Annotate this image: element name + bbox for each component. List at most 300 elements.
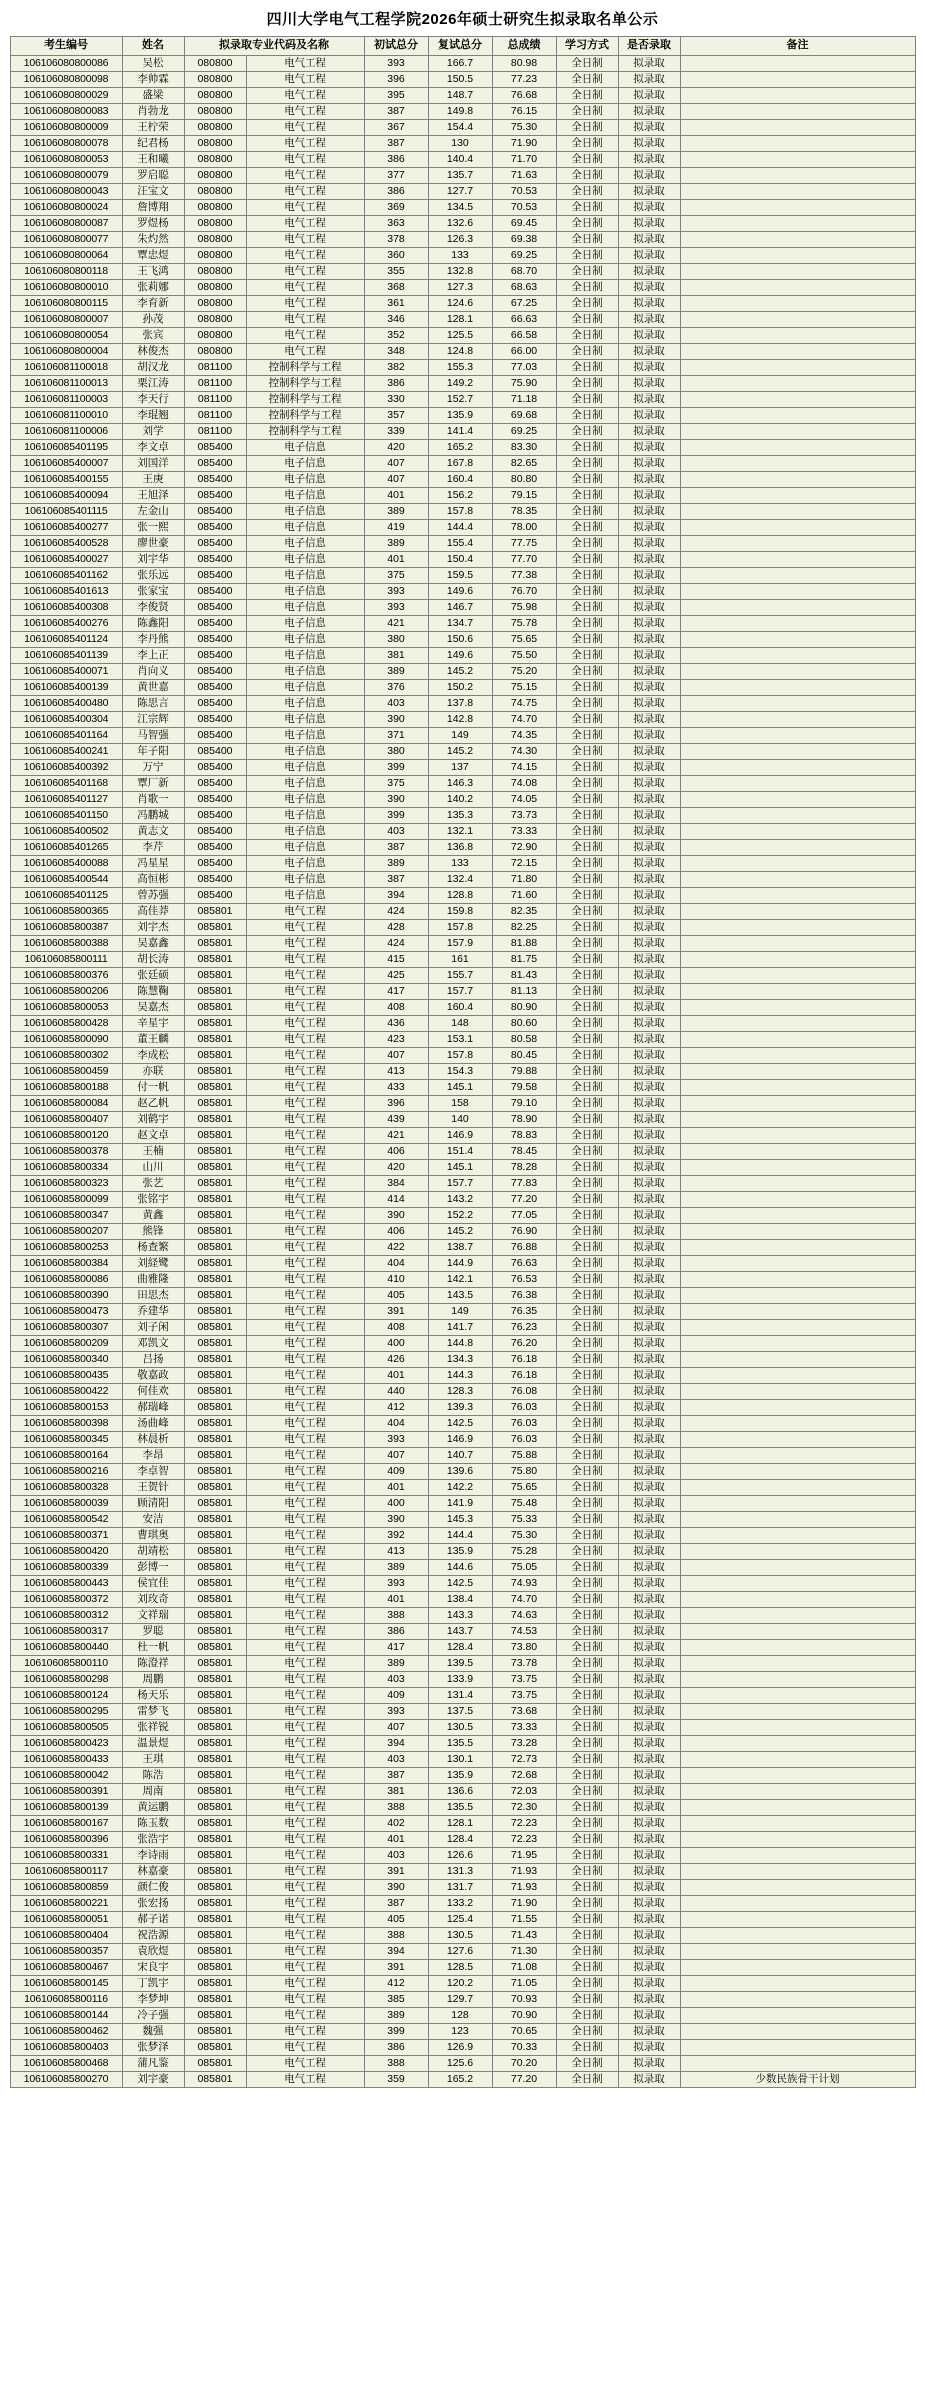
- cell-major-name: 电气工程: [246, 1544, 364, 1560]
- cell-study-mode: 全日制: [556, 200, 618, 216]
- cell-study-mode: 全日制: [556, 328, 618, 344]
- cell-study-mode: 全日制: [556, 1960, 618, 1976]
- cell-applicant-name: 马智强: [122, 728, 184, 744]
- table-row: [10, 776, 915, 792]
- cell-applicant-name: 张廷硕: [122, 968, 184, 984]
- cell-remark: [680, 712, 915, 728]
- cell-initial-score: 387: [364, 104, 428, 120]
- cell-admission-status: 拟录取: [618, 1672, 680, 1688]
- cell-study-mode: 全日制: [556, 2056, 618, 2072]
- cell-remark: [680, 1560, 915, 1576]
- cell-remark: [680, 584, 915, 600]
- cell-major-code: 085801: [184, 1096, 246, 1112]
- cell-retest-score: 152.7: [428, 392, 492, 408]
- cell-study-mode: 全日制: [556, 1832, 618, 1848]
- cell-applicant-id: 106106081100010: [10, 408, 122, 424]
- cell-study-mode: 全日制: [556, 1400, 618, 1416]
- table-row: [10, 360, 915, 376]
- cell-major-name: 电子信息: [246, 600, 364, 616]
- cell-applicant-id: 106106080800053: [10, 152, 122, 168]
- table-row: [10, 1864, 915, 1880]
- cell-major-name: 电气工程: [246, 1864, 364, 1880]
- cell-major-name: 电子信息: [246, 888, 364, 904]
- cell-total-score: 76.18: [492, 1352, 556, 1368]
- cell-applicant-id: 106106085800384: [10, 1256, 122, 1272]
- cell-applicant-id: 106106085800312: [10, 1608, 122, 1624]
- cell-major-name: 电子信息: [246, 744, 364, 760]
- table-row: [10, 1816, 915, 1832]
- cell-remark: [680, 1096, 915, 1112]
- cell-initial-score: 389: [364, 504, 428, 520]
- cell-initial-score: 391: [364, 1960, 428, 1976]
- cell-applicant-id: 106106080800054: [10, 328, 122, 344]
- cell-applicant-id: 106106081100003: [10, 392, 122, 408]
- cell-major-name: 电子信息: [246, 520, 364, 536]
- cell-retest-score: 142.2: [428, 1480, 492, 1496]
- cell-applicant-name: 张浩宇: [122, 1832, 184, 1848]
- cell-admission-status: 拟录取: [618, 840, 680, 856]
- cell-admission-status: 拟录取: [618, 1288, 680, 1304]
- cell-retest-score: 145.3: [428, 1512, 492, 1528]
- cell-major-code: 080800: [184, 264, 246, 280]
- cell-retest-score: 159.8: [428, 904, 492, 920]
- cell-remark: [680, 1592, 915, 1608]
- table-row: [10, 232, 915, 248]
- cell-retest-score: 155.7: [428, 968, 492, 984]
- cell-total-score: 79.10: [492, 1096, 556, 1112]
- cell-study-mode: 全日制: [556, 1368, 618, 1384]
- cell-study-mode: 全日制: [556, 712, 618, 728]
- cell-major-name: 电气工程: [246, 168, 364, 184]
- cell-total-score: 81.13: [492, 984, 556, 1000]
- table-header: [10, 37, 915, 56]
- cell-retest-score: 133.2: [428, 1896, 492, 1912]
- cell-applicant-id: 106106080800077: [10, 232, 122, 248]
- cell-major-code: 085400: [184, 536, 246, 552]
- cell-major-code: 085801: [184, 1320, 246, 1336]
- table-row: [10, 664, 915, 680]
- table-row: [10, 2040, 915, 2056]
- cell-remark: [680, 1240, 915, 1256]
- cell-initial-score: 428: [364, 920, 428, 936]
- cell-major-code: 085801: [184, 1032, 246, 1048]
- column-header-admitted: 是否录取: [618, 37, 680, 56]
- cell-major-code: 085801: [184, 1080, 246, 1096]
- table-row: [10, 376, 915, 392]
- column-header-major: 拟录取专业代码及名称: [184, 37, 364, 56]
- cell-initial-score: 388: [364, 1800, 428, 1816]
- cell-admission-status: 拟录取: [618, 1448, 680, 1464]
- cell-remark: [680, 312, 915, 328]
- cell-remark: [680, 2040, 915, 2056]
- table-row: [10, 136, 915, 152]
- cell-admission-status: 拟录取: [618, 1832, 680, 1848]
- table-row: [10, 1224, 915, 1240]
- cell-retest-score: 141.9: [428, 1496, 492, 1512]
- table-row: [10, 984, 915, 1000]
- table-row: [10, 184, 915, 200]
- cell-applicant-id: 106106085800468: [10, 2056, 122, 2072]
- cell-applicant-name: 张乐远: [122, 568, 184, 584]
- cell-remark: [680, 936, 915, 952]
- cell-initial-score: 375: [364, 776, 428, 792]
- cell-applicant-id: 106106085800388: [10, 936, 122, 952]
- cell-total-score: 70.65: [492, 2024, 556, 2040]
- cell-retest-score: 145.2: [428, 664, 492, 680]
- cell-applicant-name: 郝子诺: [122, 1912, 184, 1928]
- cell-major-name: 电气工程: [246, 1784, 364, 1800]
- cell-major-name: 电气工程: [246, 1080, 364, 1096]
- cell-total-score: 77.38: [492, 568, 556, 584]
- cell-applicant-id: 106106080800024: [10, 200, 122, 216]
- cell-total-score: 71.43: [492, 1928, 556, 1944]
- cell-study-mode: 全日制: [556, 840, 618, 856]
- table-row: [10, 1848, 915, 1864]
- cell-total-score: 70.90: [492, 2008, 556, 2024]
- cell-major-code: 085801: [184, 1016, 246, 1032]
- cell-major-name: 电气工程: [246, 1272, 364, 1288]
- cell-applicant-id: 106106085401613: [10, 584, 122, 600]
- cell-study-mode: 全日制: [556, 728, 618, 744]
- table-row: [10, 1592, 915, 1608]
- cell-total-score: 71.18: [492, 392, 556, 408]
- cell-total-score: 74.35: [492, 728, 556, 744]
- cell-major-code: 085801: [184, 1816, 246, 1832]
- cell-study-mode: 全日制: [556, 1848, 618, 1864]
- cell-study-mode: 全日制: [556, 856, 618, 872]
- cell-major-name: 控制科学与工程: [246, 376, 364, 392]
- cell-retest-score: 133: [428, 248, 492, 264]
- cell-initial-score: 394: [364, 1944, 428, 1960]
- cell-major-code: 080800: [184, 72, 246, 88]
- cell-admission-status: 拟录取: [618, 104, 680, 120]
- cell-major-name: 电子信息: [246, 872, 364, 888]
- cell-retest-score: 142.1: [428, 1272, 492, 1288]
- cell-admission-status: 拟录取: [618, 1368, 680, 1384]
- cell-major-name: 电子信息: [246, 568, 364, 584]
- cell-major-name: 电子信息: [246, 808, 364, 824]
- cell-total-score: 77.20: [492, 1192, 556, 1208]
- cell-remark: [680, 1512, 915, 1528]
- cell-study-mode: 全日制: [556, 1528, 618, 1544]
- cell-major-code: 080800: [184, 152, 246, 168]
- cell-admission-status: 拟录取: [618, 776, 680, 792]
- cell-major-code: 081100: [184, 424, 246, 440]
- cell-major-code: 085801: [184, 1176, 246, 1192]
- cell-applicant-id: 106106085800462: [10, 2024, 122, 2040]
- cell-major-code: 085400: [184, 568, 246, 584]
- cell-initial-score: 390: [364, 792, 428, 808]
- cell-major-name: 电气工程: [246, 952, 364, 968]
- cell-major-code: 085400: [184, 728, 246, 744]
- cell-major-code: 085400: [184, 776, 246, 792]
- cell-applicant-id: 106106085800206: [10, 984, 122, 1000]
- cell-study-mode: 全日制: [556, 312, 618, 328]
- cell-major-code: 085400: [184, 872, 246, 888]
- cell-retest-score: 161: [428, 952, 492, 968]
- cell-major-code: 085801: [184, 1384, 246, 1400]
- cell-applicant-id: 106106085800443: [10, 1576, 122, 1592]
- cell-initial-score: 393: [364, 584, 428, 600]
- cell-major-code: 085400: [184, 456, 246, 472]
- cell-admission-status: 拟录取: [618, 2040, 680, 2056]
- cell-applicant-name: 高佳莽: [122, 904, 184, 920]
- table-row: [10, 632, 915, 648]
- cell-applicant-id: 106106085800331: [10, 1848, 122, 1864]
- cell-total-score: 79.88: [492, 1064, 556, 1080]
- cell-major-code: 085801: [184, 2024, 246, 2040]
- cell-initial-score: 423: [364, 1032, 428, 1048]
- cell-initial-score: 395: [364, 88, 428, 104]
- cell-admission-status: 拟录取: [618, 792, 680, 808]
- cell-applicant-id: 106106085800153: [10, 1400, 122, 1416]
- cell-retest-score: 149.8: [428, 104, 492, 120]
- table-row: [10, 696, 915, 712]
- cell-applicant-id: 106106085400241: [10, 744, 122, 760]
- cell-applicant-id: 106106080800087: [10, 216, 122, 232]
- cell-retest-score: 127.3: [428, 280, 492, 296]
- cell-retest-score: 132.8: [428, 264, 492, 280]
- cell-study-mode: 全日制: [556, 280, 618, 296]
- cell-major-name: 电气工程: [246, 312, 364, 328]
- table-row: [10, 248, 915, 264]
- cell-major-name: 电气工程: [246, 1320, 364, 1336]
- cell-initial-score: 401: [364, 1832, 428, 1848]
- cell-major-code: 085400: [184, 488, 246, 504]
- cell-retest-score: 149: [428, 728, 492, 744]
- table-row: [10, 1896, 915, 1912]
- cell-retest-score: 126.9: [428, 2040, 492, 2056]
- cell-admission-status: 拟录取: [618, 1640, 680, 1656]
- cell-applicant-name: 董王麟: [122, 1032, 184, 1048]
- cell-applicant-name: 王飞鸿: [122, 264, 184, 280]
- cell-retest-score: 144.4: [428, 1528, 492, 1544]
- cell-study-mode: 全日制: [556, 584, 618, 600]
- cell-remark: [680, 1128, 915, 1144]
- cell-applicant-id: 106106085800042: [10, 1768, 122, 1784]
- cell-major-code: 085801: [184, 1160, 246, 1176]
- cell-study-mode: 全日制: [556, 1000, 618, 1016]
- table-row: [10, 920, 915, 936]
- cell-retest-score: 167.8: [428, 456, 492, 472]
- cell-applicant-id: 106106085800391: [10, 1784, 122, 1800]
- cell-major-code: 085801: [184, 1448, 246, 1464]
- cell-total-score: 75.30: [492, 120, 556, 136]
- table-row: [10, 808, 915, 824]
- cell-remark: [680, 440, 915, 456]
- cell-remark: [680, 1112, 915, 1128]
- cell-study-mode: 全日制: [556, 168, 618, 184]
- cell-total-score: 71.93: [492, 1880, 556, 1896]
- cell-major-code: 085801: [184, 2008, 246, 2024]
- cell-major-code: 080800: [184, 344, 246, 360]
- cell-initial-score: 363: [364, 216, 428, 232]
- cell-study-mode: 全日制: [556, 968, 618, 984]
- cell-major-name: 电气工程: [246, 1896, 364, 1912]
- cell-major-code: 085801: [184, 1528, 246, 1544]
- cell-total-score: 72.30: [492, 1800, 556, 1816]
- cell-applicant-id: 106106085800473: [10, 1304, 122, 1320]
- cell-applicant-id: 106106085800372: [10, 1592, 122, 1608]
- cell-major-code: 085801: [184, 920, 246, 936]
- cell-major-code: 085801: [184, 952, 246, 968]
- cell-applicant-name: 李帅霖: [122, 72, 184, 88]
- cell-admission-status: 拟录取: [618, 88, 680, 104]
- cell-initial-score: 376: [364, 680, 428, 696]
- table-row: [10, 328, 915, 344]
- table-row: [10, 872, 915, 888]
- cell-total-score: 70.20: [492, 2056, 556, 2072]
- cell-applicant-name: 左金山: [122, 504, 184, 520]
- cell-applicant-name: 陈思言: [122, 696, 184, 712]
- cell-initial-score: 433: [364, 1080, 428, 1096]
- cell-total-score: 71.08: [492, 1960, 556, 1976]
- cell-remark: [680, 88, 915, 104]
- cell-applicant-id: 106106080800079: [10, 168, 122, 184]
- cell-major-name: 电气工程: [246, 2008, 364, 2024]
- cell-initial-score: 403: [364, 824, 428, 840]
- cell-study-mode: 全日制: [556, 504, 618, 520]
- cell-study-mode: 全日制: [556, 472, 618, 488]
- table-row: [10, 504, 915, 520]
- cell-retest-score: 143.2: [428, 1192, 492, 1208]
- cell-retest-score: 140.2: [428, 792, 492, 808]
- cell-total-score: 72.23: [492, 1832, 556, 1848]
- cell-admission-status: 拟录取: [618, 1208, 680, 1224]
- cell-initial-score: 417: [364, 984, 428, 1000]
- cell-admission-status: 拟录取: [618, 200, 680, 216]
- cell-total-score: 77.75: [492, 536, 556, 552]
- cell-applicant-name: 曲雅隆: [122, 1272, 184, 1288]
- table-row: [10, 488, 915, 504]
- table-row: [10, 472, 915, 488]
- cell-admission-status: 拟录取: [618, 1688, 680, 1704]
- cell-remark: [680, 56, 915, 72]
- cell-initial-score: 403: [364, 696, 428, 712]
- table-row: [10, 280, 915, 296]
- cell-admission-status: 拟录取: [618, 1752, 680, 1768]
- cell-admission-status: 拟录取: [618, 584, 680, 600]
- cell-applicant-id: 106106085400071: [10, 664, 122, 680]
- cell-major-name: 电气工程: [246, 1800, 364, 1816]
- cell-remark: [680, 856, 915, 872]
- cell-study-mode: 全日制: [556, 1672, 618, 1688]
- cell-retest-score: 158: [428, 1096, 492, 1112]
- cell-applicant-name: 付一帆: [122, 1080, 184, 1096]
- cell-applicant-id: 106106085800404: [10, 1928, 122, 1944]
- cell-total-score: 76.35: [492, 1304, 556, 1320]
- cell-major-name: 电气工程: [246, 1912, 364, 1928]
- cell-retest-score: 135.7: [428, 168, 492, 184]
- cell-major-code: 080800: [184, 312, 246, 328]
- cell-retest-score: 130: [428, 136, 492, 152]
- cell-retest-score: 134.3: [428, 1352, 492, 1368]
- cell-major-name: 电气工程: [246, 1720, 364, 1736]
- cell-applicant-id: 106106085800253: [10, 1240, 122, 1256]
- cell-total-score: 76.88: [492, 1240, 556, 1256]
- cell-remark: [680, 1368, 915, 1384]
- cell-remark: [680, 296, 915, 312]
- table-row: [10, 1432, 915, 1448]
- cell-study-mode: 全日制: [556, 1544, 618, 1560]
- table-row: [10, 952, 915, 968]
- cell-initial-score: 409: [364, 1464, 428, 1480]
- cell-applicant-id: 106106085800440: [10, 1640, 122, 1656]
- cell-applicant-name: 刘宇豪: [122, 2072, 184, 2088]
- cell-applicant-name: 文祥瑞: [122, 1608, 184, 1624]
- cell-total-score: 76.53: [492, 1272, 556, 1288]
- cell-applicant-name: 纪君杨: [122, 136, 184, 152]
- cell-study-mode: 全日制: [556, 1992, 618, 2008]
- cell-retest-score: 130.1: [428, 1752, 492, 1768]
- cell-total-score: 82.25: [492, 920, 556, 936]
- cell-total-score: 66.63: [492, 312, 556, 328]
- cell-remark: [680, 1080, 915, 1096]
- cell-retest-score: 132.1: [428, 824, 492, 840]
- cell-remark: [680, 408, 915, 424]
- cell-retest-score: 159.5: [428, 568, 492, 584]
- cell-study-mode: 全日制: [556, 1480, 618, 1496]
- cell-major-code: 085801: [184, 1128, 246, 1144]
- cell-initial-score: 384: [364, 1176, 428, 1192]
- cell-study-mode: 全日制: [556, 1448, 618, 1464]
- cell-study-mode: 全日制: [556, 1032, 618, 1048]
- cell-admission-status: 拟录取: [618, 56, 680, 72]
- cell-total-score: 75.90: [492, 376, 556, 392]
- cell-major-code: 085801: [184, 1976, 246, 1992]
- cell-remark: [680, 1464, 915, 1480]
- cell-applicant-name: 胡汉龙: [122, 360, 184, 376]
- cell-major-name: 电气工程: [246, 1048, 364, 1064]
- cell-applicant-name: 周鹏: [122, 1672, 184, 1688]
- table-row: [10, 1960, 915, 1976]
- cell-applicant-name: 曾苏强: [122, 888, 184, 904]
- cell-retest-score: 126.6: [428, 1848, 492, 1864]
- cell-applicant-id: 106106085800339: [10, 1560, 122, 1576]
- cell-admission-status: 拟录取: [618, 904, 680, 920]
- cell-major-name: 电气工程: [246, 264, 364, 280]
- cell-applicant-id: 106106085800099: [10, 1192, 122, 1208]
- cell-major-code: 085801: [184, 1464, 246, 1480]
- cell-applicant-id: 106106085800376: [10, 968, 122, 984]
- cell-retest-score: 150.2: [428, 680, 492, 696]
- cell-total-score: 83.30: [492, 440, 556, 456]
- cell-major-code: 085801: [184, 1256, 246, 1272]
- cell-total-score: 76.18: [492, 1368, 556, 1384]
- cell-retest-score: 139.3: [428, 1400, 492, 1416]
- cell-retest-score: 133: [428, 856, 492, 872]
- cell-applicant-id: 106106080800007: [10, 312, 122, 328]
- cell-major-name: 控制科学与工程: [246, 392, 364, 408]
- cell-study-mode: 全日制: [556, 776, 618, 792]
- cell-remark: [680, 1208, 915, 1224]
- cell-applicant-id: 106106085800420: [10, 1544, 122, 1560]
- cell-applicant-name: 张莉娜: [122, 280, 184, 296]
- cell-applicant-name: 蒲凡鉴: [122, 2056, 184, 2072]
- cell-major-name: 电子信息: [246, 456, 364, 472]
- cell-applicant-id: 106106085401139: [10, 648, 122, 664]
- cell-study-mode: 全日制: [556, 1880, 618, 1896]
- cell-applicant-name: 刘学: [122, 424, 184, 440]
- cell-total-score: 70.53: [492, 184, 556, 200]
- cell-major-name: 电子信息: [246, 680, 364, 696]
- cell-admission-status: 拟录取: [618, 408, 680, 424]
- cell-total-score: 74.70: [492, 712, 556, 728]
- cell-initial-score: 359: [364, 2072, 428, 2088]
- cell-initial-score: 399: [364, 760, 428, 776]
- cell-admission-status: 拟录取: [618, 1944, 680, 1960]
- cell-applicant-name: 李天行: [122, 392, 184, 408]
